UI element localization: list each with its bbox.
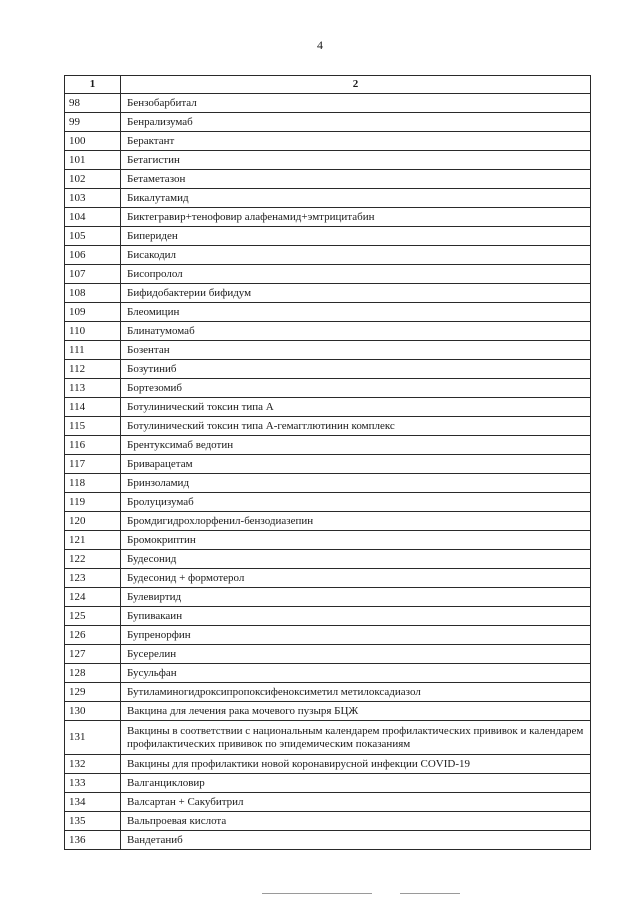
table-body — [65, 94, 591, 850]
table-row — [65, 493, 591, 512]
row-number: 117 — [65, 455, 121, 474]
drug-name: Бозентан — [121, 341, 591, 360]
scan-artifact-line — [262, 893, 372, 894]
table-row — [65, 341, 591, 360]
column-header-number: 1 — [65, 76, 121, 94]
row-number: 129 — [65, 683, 121, 702]
drug-name: Бетагистин — [121, 151, 591, 170]
row-number: 98 — [65, 94, 121, 113]
table-row — [65, 683, 591, 702]
table-row — [65, 774, 591, 793]
row-number: 110 — [65, 322, 121, 341]
table-row — [65, 94, 591, 113]
table-row — [65, 379, 591, 398]
row-number: 116 — [65, 436, 121, 455]
drug-name: Вакцины для профилактики новой коронавирусной инфекции COVID-19 — [121, 755, 591, 774]
table-row — [65, 284, 591, 303]
drug-name: Валганцикловир — [121, 774, 591, 793]
row-number: 105 — [65, 227, 121, 246]
drug-name: Бутиламиногидроксипропоксифеноксиметил метилоксадиазол — [121, 683, 591, 702]
table-row — [65, 246, 591, 265]
drug-name: Бупренорфин — [121, 626, 591, 645]
row-number: 99 — [65, 113, 121, 132]
drug-name: Бромдигидрохлорфенил-бензодиазепин — [121, 512, 591, 531]
drug-name: Брентуксимаб ведотин — [121, 436, 591, 455]
table-row — [65, 398, 591, 417]
row-number: 118 — [65, 474, 121, 493]
drug-name: Бикалутамид — [121, 189, 591, 208]
row-number: 101 — [65, 151, 121, 170]
table-row — [65, 550, 591, 569]
row-number: 102 — [65, 170, 121, 189]
drug-name: Бупивакаин — [121, 607, 591, 626]
table-row — [65, 322, 591, 341]
drug-name: Вальпроевая кислота — [121, 812, 591, 831]
table-row — [65, 831, 591, 850]
table-header-row — [65, 76, 591, 94]
row-number: 125 — [65, 607, 121, 626]
drug-name: Блинатумомаб — [121, 322, 591, 341]
table-row — [65, 360, 591, 379]
row-number: 126 — [65, 626, 121, 645]
table-row — [65, 588, 591, 607]
row-number: 106 — [65, 246, 121, 265]
table-row — [65, 417, 591, 436]
drug-name: Блеомицин — [121, 303, 591, 322]
drug-list-table-container — [64, 75, 590, 850]
table-row — [65, 208, 591, 227]
row-number: 123 — [65, 569, 121, 588]
table-row — [65, 455, 591, 474]
drug-name: Бусерелин — [121, 645, 591, 664]
drug-name: Берактант — [121, 132, 591, 151]
drug-name: Булевиртид — [121, 588, 591, 607]
table-row — [65, 170, 591, 189]
row-number: 127 — [65, 645, 121, 664]
drug-name: Будесонид — [121, 550, 591, 569]
row-number: 130 — [65, 702, 121, 721]
row-number: 108 — [65, 284, 121, 303]
drug-name: Вандетаниб — [121, 831, 591, 850]
table-row — [65, 189, 591, 208]
row-number: 109 — [65, 303, 121, 322]
drug-name: Бисакодил — [121, 246, 591, 265]
table-row — [65, 702, 591, 721]
row-number: 119 — [65, 493, 121, 512]
drug-name: Бифидобактерии бифидум — [121, 284, 591, 303]
table-row — [65, 664, 591, 683]
table-row — [65, 793, 591, 812]
row-number: 135 — [65, 812, 121, 831]
drug-name: Биктегравир+тенофовир алафенамид+эмтрицитабин — [121, 208, 591, 227]
row-number: 133 — [65, 774, 121, 793]
row-number: 107 — [65, 265, 121, 284]
table-row — [65, 569, 591, 588]
table-row — [65, 626, 591, 645]
row-number: 112 — [65, 360, 121, 379]
table-row — [65, 113, 591, 132]
drug-name: Ботулинический токсин типа А — [121, 398, 591, 417]
row-number: 121 — [65, 531, 121, 550]
drug-name: Бусульфан — [121, 664, 591, 683]
row-number: 122 — [65, 550, 121, 569]
row-number: 128 — [65, 664, 121, 683]
row-number: 115 — [65, 417, 121, 436]
drug-name: Бромокриптин — [121, 531, 591, 550]
row-number: 100 — [65, 132, 121, 151]
row-number: 131 — [65, 721, 121, 755]
drug-name: Бенрализумаб — [121, 113, 591, 132]
table-row — [65, 512, 591, 531]
drug-name: Вакцина для лечения рака мочевого пузыря БЦЖ — [121, 702, 591, 721]
table-row — [65, 607, 591, 626]
row-number: 114 — [65, 398, 121, 417]
table-row — [65, 812, 591, 831]
drug-name: Бисопролол — [121, 265, 591, 284]
drug-name: Бипериден — [121, 227, 591, 246]
table-row — [65, 265, 591, 284]
table-row — [65, 474, 591, 493]
table-row — [65, 531, 591, 550]
drug-name: Бозутиниб — [121, 360, 591, 379]
row-number: 104 — [65, 208, 121, 227]
row-number: 120 — [65, 512, 121, 531]
row-number: 111 — [65, 341, 121, 360]
drug-name: Бриварацетам — [121, 455, 591, 474]
table-row — [65, 151, 591, 170]
column-header-name: 2 — [121, 76, 591, 94]
table-row — [65, 721, 591, 755]
row-number: 103 — [65, 189, 121, 208]
table-row — [65, 755, 591, 774]
drug-name: Бролуцизумаб — [121, 493, 591, 512]
row-number: 134 — [65, 793, 121, 812]
drug-list-table — [64, 75, 591, 850]
table-row — [65, 303, 591, 322]
drug-name: Бензобарбитал — [121, 94, 591, 113]
table-row — [65, 436, 591, 455]
row-number: 124 — [65, 588, 121, 607]
drug-name: Бринзоламид — [121, 474, 591, 493]
drug-name: Бортезомиб — [121, 379, 591, 398]
table-row — [65, 645, 591, 664]
table-row — [65, 227, 591, 246]
table-row — [65, 132, 591, 151]
row-number: 132 — [65, 755, 121, 774]
drug-name: Вакцины в соответствии с национальным календарем профилактических прививок и календарем профилактических прививок по эпидемическим показаниям — [121, 721, 591, 755]
drug-name: Валсартан + Сакубитрил — [121, 793, 591, 812]
page-number: 4 — [317, 38, 323, 52]
drug-name: Будесонид + формотерол — [121, 569, 591, 588]
drug-name: Бетаметазон — [121, 170, 591, 189]
drug-name: Ботулинический токсин типа А-гемагглютинин комплекс — [121, 417, 591, 436]
row-number: 113 — [65, 379, 121, 398]
scan-artifact-line — [400, 893, 460, 894]
row-number: 136 — [65, 831, 121, 850]
